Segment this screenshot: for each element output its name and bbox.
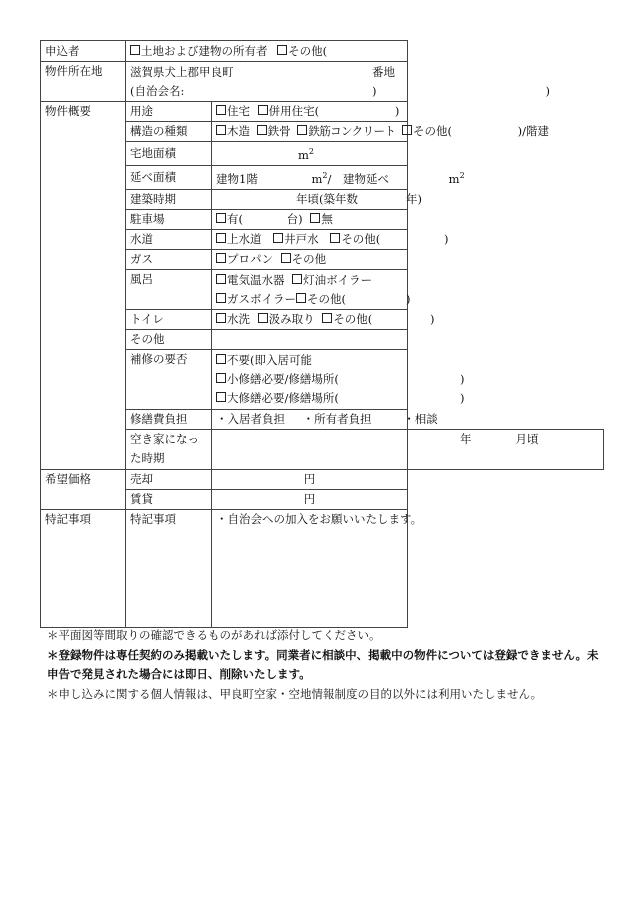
field-floor-area [212,166,465,190]
label-usage: 用途 [126,102,212,122]
no-repair-label: 不要(即入居可能 [227,353,312,367]
row-other [41,330,604,350]
field-remarks: ・自治会への加入をお願いいたします。 [212,510,408,628]
checkbox-pit[interactable] [258,313,268,323]
label-structure: 構造の種類 [126,122,212,142]
total-floor-unit-sup: 2 [459,171,465,180]
label-floor-area: 延べ面積 [126,166,212,190]
land-area-unit-sup: 2 [308,147,314,156]
label-water: 水道 [126,230,212,250]
applicant-close-paren: ) [545,83,550,98]
checkbox-no-repair[interactable] [216,354,226,364]
row-toilet [41,310,604,330]
label-bath: 風呂 [126,270,212,310]
sale-yen-unit: 円 [303,472,316,486]
checkbox-bath-other[interactable] [296,293,306,303]
label-vacant [126,430,212,470]
total-floor-unit: m [448,172,460,186]
field-structure [212,122,549,142]
label-gas: ガス [126,250,212,270]
owner-option-label: 土地および建物の所有者 [141,43,268,58]
bath-close-paren: ) [406,291,411,306]
field-bath [212,270,411,310]
rent-yen-unit: 円 [303,492,316,506]
checkbox-propane[interactable] [216,253,226,263]
row-vacant [41,430,604,470]
label-applicant: 申込者 [41,41,126,62]
vacant-year-text: 年 [460,432,472,446]
vacant-label-line1: 空き家になっ [130,432,199,446]
built-age-text: 年) [406,192,422,206]
field-built [212,190,422,210]
row-floor-area [41,166,604,190]
major-repair-close-paren: ) [460,391,465,405]
row-gas [41,250,604,270]
label-remarks: 特記事項 [41,510,126,628]
checkbox-water-main[interactable] [216,233,226,243]
parking-yes-label: 有( [227,212,243,226]
row-price-sale [41,470,604,490]
row-land-area [41,142,604,166]
checkbox-rc[interactable] [297,125,307,135]
field-land-area [212,142,408,166]
row-usage [41,102,604,122]
consult-option[interactable]: ・相談 [403,412,438,426]
note-exclusive-contract: ＊登録物件は専任契約のみ掲載いたします。同業者に相談中、掲載中の物件については登録できません。未申告で発見された場合には即日、削除いたします。 [47,647,599,681]
checkbox-parking-no[interactable] [310,213,320,223]
tenant-pays-option[interactable]: ・入居者負担 [216,412,285,426]
neighborhood-association-label: (自治会名: [130,83,185,98]
minor-repair-label: 小修繕必要/修繕場所( [227,372,339,386]
label-other: その他 [126,330,212,350]
field-sale-price[interactable] [212,470,408,490]
checkbox-electric-heater[interactable] [216,274,226,284]
label-repair: 補修の要否 [126,350,212,410]
flush-label: 水洗 [227,312,250,326]
checkbox-kerosene-boiler[interactable] [292,274,302,284]
checkbox-steel[interactable] [257,125,267,135]
checkbox-applicant-other[interactable] [277,45,287,55]
field-repair-cost [212,410,438,430]
checkbox-wood[interactable] [216,125,226,135]
row-parking [41,210,604,230]
toilet-close-paren: ) [429,312,435,326]
field-other[interactable] [212,330,408,350]
mixed-use-label: 併用住宅( [268,104,320,118]
floor-area-separator: / [327,172,332,186]
field-repair [212,350,465,410]
field-gas [212,250,408,270]
checkbox-flush[interactable] [216,313,226,323]
label-repair-cost: 修繕費負担 [126,410,212,430]
checkbox-parking-yes[interactable] [216,213,226,223]
row-structure [41,122,604,142]
checkbox-major-repair[interactable] [216,392,226,402]
bath-other-label: その他( [307,291,346,306]
structure-other-label: その他( [412,124,452,138]
first-floor-unit-sup: 2 [322,171,328,180]
checkbox-structure-other[interactable] [402,125,412,135]
label-parking: 駐車場 [126,210,212,230]
steel-label: 鉄骨 [267,124,291,138]
vacant-month-text: 月頃 [515,432,539,446]
label-location: 物件所在地 [41,62,126,102]
first-floor-label: 建物1階 [216,172,258,186]
checkbox-minor-repair[interactable] [216,373,226,383]
row-remarks [41,510,604,628]
gas-other-label: その他 [291,252,327,266]
residence-label: 住宅 [227,104,250,118]
kerosene-boiler-label: 灯油ボイラー [303,272,373,287]
parking-units-text: 台) [286,212,303,226]
water-other-label: その他( [341,232,381,246]
electric-heater-label: 電気温水器 [227,272,285,287]
banchi-text: 番地 [372,64,395,79]
checkbox-residence[interactable] [216,105,226,115]
notes-section [47,626,607,704]
sublabel-remarks: 特記事項 [126,510,212,628]
structure-floors-text: )/階建 [517,124,549,138]
row-applicant [41,41,604,62]
applicant-other-label: その他( [288,43,328,58]
built-year-text: 年頃(築年数 [296,192,358,206]
checkbox-water-other[interactable] [330,233,340,243]
label-sale: 売却 [126,470,212,490]
first-floor-unit: m [311,172,323,186]
vacant-label-line2: た時期 [130,451,165,465]
checkbox-toilet-other[interactable] [322,313,332,323]
checkbox-well[interactable] [273,233,283,243]
total-floor-label: 建物延べ [343,172,390,186]
pit-label: 汲み取り [268,312,315,326]
toilet-other-label: その他( [333,312,373,326]
label-built: 建築時期 [126,190,212,210]
water-close-paren: ) [443,232,449,246]
minor-repair-close-paren: ) [460,372,465,386]
field-water [212,230,449,250]
land-area-unit: m [298,148,309,162]
row-price-rent [41,490,604,510]
wood-label: 木造 [227,124,250,138]
label-toilet: トイレ [126,310,212,330]
label-overview: 物件概要 [41,102,126,470]
water-main-label: 上水道 [227,232,262,246]
row-repair-cost [41,410,604,430]
field-vacant [408,430,604,470]
label-land-area: 宅地面積 [126,142,212,166]
label-price: 希望価格 [41,470,126,510]
note-floor-plan: ＊平面図等間取りの確認できるものがあれば添付してください。 [47,628,381,642]
address-text: 滋賀県犬上郡甲良町 [130,64,234,79]
assoc-close-paren: ) [372,83,377,98]
field-parking [212,210,408,230]
rc-label: 鉄筋コンクリート [308,124,396,138]
label-rent: 賃貸 [126,490,212,510]
field-location [126,62,408,102]
field-toilet [212,310,435,330]
row-location [41,62,604,102]
checkbox-gas-boiler[interactable] [216,293,226,303]
application-form-table [40,40,604,628]
field-rent-price[interactable] [212,490,408,510]
usage-close-paren: ) [394,104,400,118]
well-label: 井戸水 [284,232,319,246]
checkbox-mixed-use[interactable] [258,105,268,115]
row-water [41,230,604,250]
major-repair-label: 大修繕必要/修繕場所( [227,391,339,405]
field-usage [212,102,408,122]
parking-no-label: 無 [321,212,333,226]
field-vacant-blank [212,430,408,470]
checkbox-owner[interactable] [130,45,140,55]
row-bath [41,270,604,310]
owner-pays-option[interactable]: ・所有者負担 [302,412,372,426]
row-built [41,190,604,210]
propane-label: プロパン [227,252,273,266]
row-repair [41,350,604,410]
note-privacy: ＊申し込みに関する個人情報は、甲良町空家・空地情報制度の目的以外には利用いたしません。 [47,686,543,701]
gas-boiler-label: ガスボイラー [227,291,296,306]
checkbox-gas-other[interactable] [281,253,291,263]
